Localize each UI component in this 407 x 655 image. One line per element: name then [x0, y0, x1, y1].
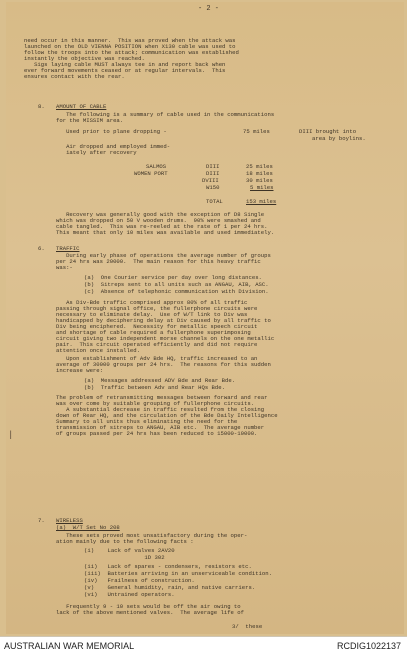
- text-line: attention once installed.: [56, 347, 140, 354]
- text-line: circuit giving two independent morse channels on the one metallic: [56, 335, 275, 342]
- text-line: A substantial decrease in traffic resulted from the closing: [56, 406, 265, 413]
- text-line: was:-: [56, 264, 73, 271]
- text-line: necessary to eliminate delay. Use of W/T link to Div was: [56, 311, 248, 318]
- breakdown-name: WOMEN PORT: [134, 170, 168, 177]
- text-line: and shortage of cable required a fullerphone superimposing: [56, 329, 251, 336]
- text-line: cable tangled. This was re-reeled at the rate of 1 per 24 hrs.: [56, 223, 268, 230]
- breakdown-value: 18 miles: [246, 170, 273, 177]
- list-item: (ii) Lack of spares - condensers, resistors etc.: [84, 563, 252, 570]
- list-item: (b) Traffic between Adv and Rear HQs Bde.: [84, 384, 225, 391]
- text-line: was over come by suitable grouping of fullerphone circuits.: [56, 400, 255, 407]
- total-label: TOTAL: [206, 198, 223, 205]
- section-number: 7.: [38, 517, 45, 524]
- total-value: 153 miles: [246, 198, 277, 205]
- breakdown-value: 30 miles: [246, 177, 273, 184]
- text-line: Air dropped and employed immed-: [56, 143, 171, 150]
- text-line: down of Rear HQ, and the circulation of the Bde Daily Intelligence: [56, 412, 278, 419]
- breakdown-type: DIII: [206, 163, 220, 170]
- text-line: average of 30000 groups per 24 hrs. The reasons for this sudden: [56, 361, 271, 368]
- footer-record-id: RCDIG1022137: [336, 641, 401, 651]
- breakdown-value: 5 miles: [250, 184, 274, 191]
- page-number: - 2 -: [198, 5, 220, 13]
- text-line: These sets proved most unsatisfactory during the oper-: [56, 532, 248, 539]
- section-heading: TRAFFIC: [56, 245, 80, 252]
- list-item: (a) One Courier service per day over long distances.: [84, 274, 262, 281]
- cable-row-note: DIII brought into: [299, 128, 357, 135]
- margin-mark: |: [8, 430, 14, 440]
- document-page: [6, 2, 404, 634]
- text-line: ever forward movements ceased or at regular intervals. This: [24, 67, 226, 74]
- text-line: transmission of sitreps to ANGAU, AIB etc. The average number: [56, 424, 265, 431]
- text-line: ensures contact with the rear.: [24, 73, 125, 80]
- text-line: During early phase of operations the average number of groups: [56, 252, 271, 259]
- footer-institution: AUSTRALIAN WAR MEMORIAL: [4, 641, 135, 651]
- list-item: (b) Sitreps sent to all units such as ANGAU, AIB, ASC.: [84, 281, 269, 288]
- text-line: instantly the objective was reached.: [24, 55, 145, 62]
- text-line: Recovery was generally good with the exception of D8 Single: [56, 211, 265, 218]
- breakdown-type: W150: [206, 184, 220, 191]
- text-line: which was dropped on 50 V wooden drums. 90% were smashed and: [56, 217, 261, 224]
- breakdown-type: DVIII: [202, 177, 219, 184]
- text-line: Frequently 9 - 10 sets would be off the air owing to: [56, 603, 241, 610]
- text-line: The following is a summary of cable used in the communications: [56, 111, 275, 118]
- text-line: launched on the OLD VIENNA POSITION when X130 cable was used to: [24, 43, 236, 50]
- text-line: Sigs laying cable MUST always tee in and report back when: [24, 61, 226, 68]
- text-line: This meant that only 10 miles was available and used immediately.: [56, 229, 275, 236]
- text-line: follow the troops into the attack; communication was established: [24, 49, 239, 56]
- list-item: (iii) Batteries arriving in an unserviceable condition.: [84, 570, 272, 577]
- breakdown-type: DIII: [206, 170, 220, 177]
- text-line: need occur in this manner. This was proved when the attack was: [24, 37, 236, 44]
- text-line: handicapped by deciphering delay at Div caused by all traffic to: [56, 317, 271, 324]
- text-line: pair. This circuit operated efficiently and did not require: [56, 341, 258, 348]
- section-number: 6.: [38, 245, 45, 252]
- list-item: (iv) Frailness of construction.: [84, 577, 195, 584]
- cable-row-value: 75 miles: [243, 128, 270, 135]
- text-line: As Div-Bde traffic comprised approx 80% of all traffic: [56, 299, 248, 306]
- section-number: 8.: [38, 103, 45, 110]
- list-item: (vi) Untrained operators.: [84, 591, 175, 598]
- text-line: Summary to all units thus eliminating the need for the: [56, 418, 238, 425]
- text-line: passing through signal office, the fullerphone circuits were: [56, 305, 258, 312]
- section-heading: WIRELESS: [56, 517, 83, 524]
- list-item: 1D 302: [84, 554, 165, 561]
- text-line: per 24 hrs was 20000. The main reason for this heavy traffic: [56, 258, 261, 265]
- list-item: (i) Lack of valves 2AV20: [84, 547, 175, 554]
- text-line: Upon establishment of Adv Bde HQ, traffic increased to an: [56, 355, 258, 362]
- breakdown-name: SALMOS: [146, 163, 167, 170]
- text-line: lack of the above mentioned valves. The average life of: [56, 609, 244, 616]
- archive-footer: [0, 636, 407, 655]
- list-item: (c) Absence of telephonic communication with Division.: [84, 288, 269, 295]
- section-heading: AMOUNT OF CABLE: [56, 103, 107, 110]
- cable-row-label: Used prior to plane dropping -: [56, 128, 167, 135]
- list-item: (v) General humidity, rain, and native carriers.: [84, 584, 256, 591]
- text-line: iately after recovery: [56, 149, 137, 156]
- catchword: 3/ these: [232, 623, 263, 630]
- subsection-heading: (a) W/T Set No 208: [56, 524, 120, 531]
- breakdown-value: 25 miles: [246, 163, 273, 170]
- text-line: The problem of retransmitting messages between forward and rear: [56, 394, 268, 401]
- list-item: (a) Messages addressed ADV Bde and Rear Bde.: [84, 377, 236, 384]
- text-line: ation mainly due to the following facts :: [56, 538, 194, 545]
- text-line: increase were:: [56, 367, 103, 374]
- text-line: of groups passed per 24 hrs has been reduced to 15000-10000.: [56, 430, 258, 437]
- cable-row-note: area by boylins.: [312, 135, 366, 142]
- text-line: for the MISSIM area.: [56, 117, 124, 124]
- text-line: Div being enciphered. Necessity for metallic speech circuit: [56, 323, 258, 330]
